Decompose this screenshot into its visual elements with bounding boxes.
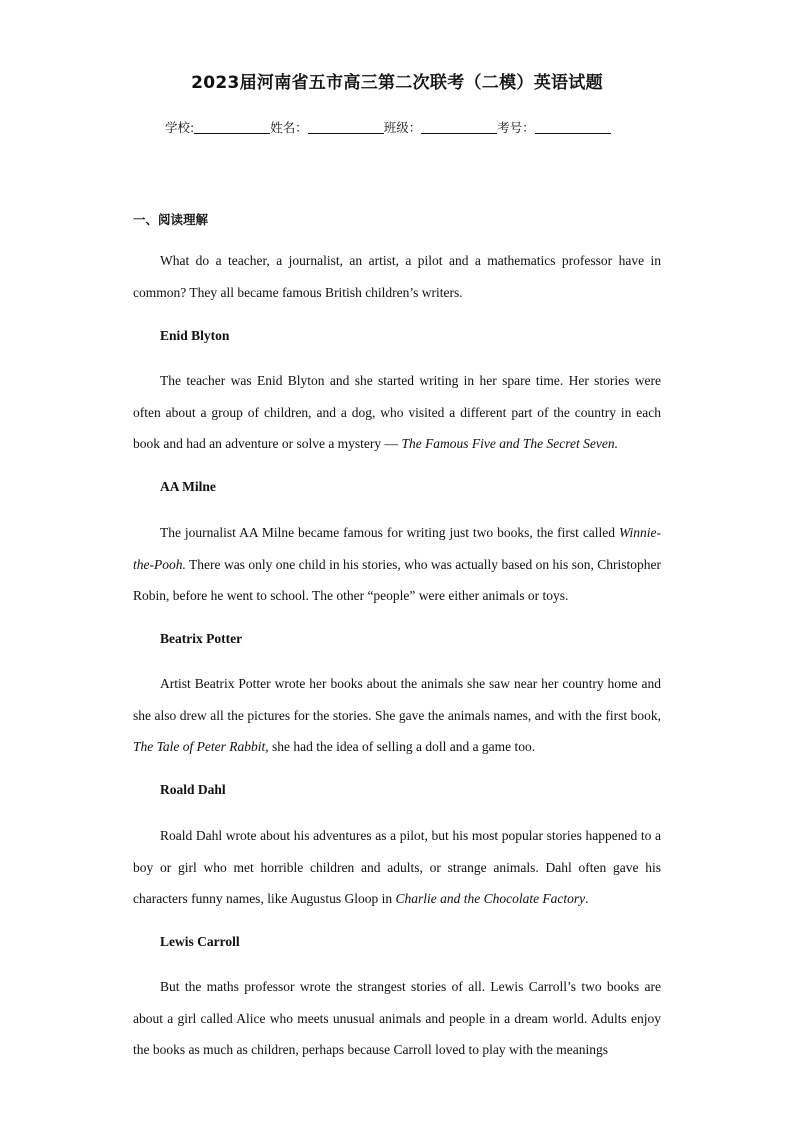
book-title: Charlie and the Chocolate Factory (395, 891, 586, 906)
class-blank (421, 119, 497, 134)
book-title: The Tale of Peter Rabbit (133, 739, 266, 754)
paragraph-text: Artist Beatrix Potter wrote her books about the animals she saw near her country home and she also drew all the pictures for the stories. She gave the animals names, and with the first book, (133, 676, 661, 723)
writer-heading-potter: Beatrix Potter (160, 631, 243, 646)
writer-heading-carroll: Lewis Carroll (160, 934, 240, 949)
exam-number-blank (535, 119, 611, 134)
paragraph-text: Roald Dahl wrote about his adventures as a pilot, but his most popular stories happened to a boy or girl who met horrible children and adults, or strange animals. Dahl often gave his characters funny names, like Augustus Gloop in (133, 828, 661, 906)
section-title: 一、阅读理解 (133, 212, 209, 227)
writer-heading-dahl: Roald Dahl (160, 782, 226, 797)
intro-text: What do a teacher, a journalist, an artist, a pilot and a mathematics professor have in common? They all became famous British children’s writers. (133, 253, 661, 300)
writer-heading-milne: AA Milne (160, 479, 216, 494)
writer-paragraph-carroll (133, 971, 661, 1066)
writer-paragraph-dahl (133, 820, 661, 915)
name-blank (308, 119, 384, 134)
page-title: 2023届河南省五市高三第二次联考（二模）英语试题 (191, 73, 603, 93)
intro-paragraph (133, 245, 661, 308)
school-blank (194, 119, 270, 134)
school-label: 学校: (165, 120, 195, 135)
name-label: 姓名： (270, 120, 308, 135)
paragraph-text: The journalist AA Milne became famous for writing just two books, the first called (160, 525, 619, 540)
book-title: Winnie-the-Pooh. (133, 525, 661, 572)
writer-paragraph-milne (133, 517, 661, 612)
paragraph-text: But the maths professor wrote the strangest stories of all. Lewis Carroll’s two books are about a girl called Alice who meets unusual animals and people in a dream world. Adults enjoy the books as much as children, perhaps because Carroll loved to play with the meanings (133, 979, 661, 1057)
writer-heading-blyton: Enid Blyton (160, 328, 230, 343)
paragraph-text: The teacher was Enid Blyton and she started writing in her spare time. Her stories were often about a group of children, and a dog, who visited a different part of the country in each book and had an adventure or solve a mystery — (133, 373, 661, 451)
writer-paragraph-potter (133, 668, 661, 763)
paragraph-text: , she had the idea of selling a doll and a game too. (265, 739, 536, 754)
writer-paragraph-blyton (133, 365, 661, 460)
class-label: 班级： (383, 120, 422, 135)
paragraph-text: . (585, 891, 589, 906)
book-title: The Famous Five and The Secret Seven. (401, 436, 618, 451)
exam-number-label: 考号： (497, 120, 535, 135)
student-info-line (165, 118, 611, 136)
paragraph-text: There was only one child in his stories, who was actually based on his son, Christopher Robin, before he went to school. The other “people” were either animals or toys. (133, 556, 661, 603)
